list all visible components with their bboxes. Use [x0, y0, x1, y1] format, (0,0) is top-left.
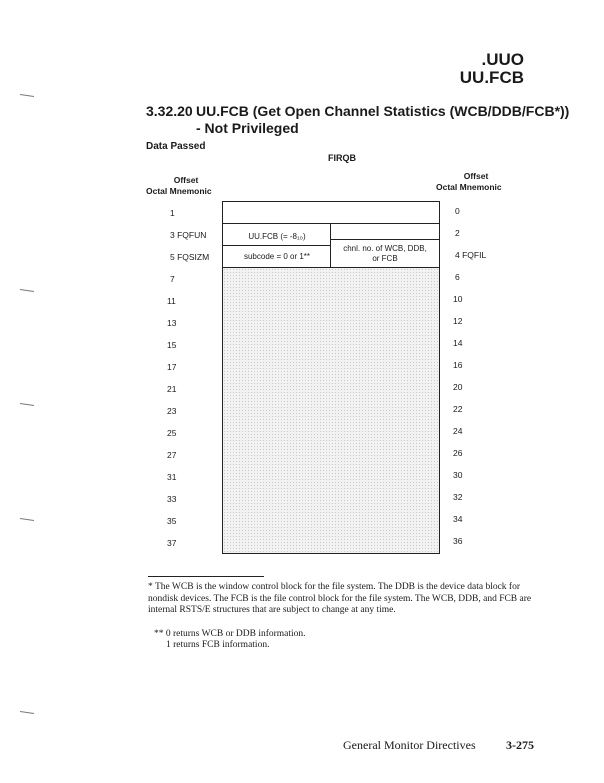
- margin-mark: [20, 518, 34, 521]
- left-row-label: 5 FQSIZM: [170, 252, 210, 262]
- right-row-label: 14: [453, 338, 463, 348]
- right-offset-header: [436, 171, 516, 193]
- section-title: [146, 103, 569, 137]
- footnote-star: * The WCB is the window control block for the file system. The DDB is the device data block for nondisk devices. The FCB is the file control block for the file system. The WCB, DDB, and FCB are internal RSTS/E structures that are subject to change at any time.: [148, 582, 532, 615]
- block-label: FIRQB: [328, 153, 356, 163]
- right-row-label: 0: [455, 206, 460, 216]
- section-title-line-1: UU.FCB (Get Open Channel Statistics (WCB/DDB/FCB*)): [196, 103, 570, 119]
- left-row-label: 1: [170, 208, 175, 218]
- row-divider: [223, 245, 330, 246]
- left-row-label: 25: [167, 428, 177, 438]
- left-row-label: 13: [167, 318, 177, 328]
- header-line-1: .UUO: [481, 50, 524, 69]
- fqfil-line-2: or FCB: [372, 254, 398, 263]
- fqfil-cell: [331, 244, 439, 264]
- data-passed-label: Data Passed: [146, 141, 206, 152]
- reserved-shaded-area: [223, 268, 439, 553]
- margin-mark: [20, 94, 34, 97]
- footer-chapter: General Monitor Directives: [343, 738, 476, 752]
- right-row-label: 26: [453, 448, 463, 458]
- right-row-label: 2: [455, 228, 460, 238]
- left-row-label: 11: [167, 296, 176, 306]
- page-number: 3-275: [506, 738, 534, 752]
- footnote-dbl-star-line-2: 1 returns FCB information.: [166, 640, 270, 650]
- right-row-label: 34: [453, 514, 463, 524]
- footnote-rule: [148, 576, 264, 577]
- left-row-label: 7: [170, 274, 175, 284]
- left-row-label: 21: [167, 384, 177, 394]
- right-header-line-2: Octal Mnemonic: [436, 182, 502, 192]
- right-row-label: 4 FQFIL: [455, 250, 487, 260]
- margin-mark: [20, 711, 34, 714]
- fqfun-cell: UU.FCB (= -8₁₀): [248, 232, 306, 241]
- left-header-line-2: Octal Mnemonic: [146, 186, 212, 196]
- firqb-table: [222, 201, 440, 554]
- margin-mark: [20, 289, 34, 292]
- section-number: 3.32.20: [146, 103, 193, 119]
- left-header-line-1: Offset: [173, 175, 199, 185]
- row-divider: [223, 223, 439, 224]
- row-divider: [330, 239, 439, 240]
- left-row-label: 27: [167, 450, 177, 460]
- fqfil-line-1: chnl. no. of WCB, DDB,: [343, 244, 427, 253]
- right-row-label: 36: [453, 536, 463, 546]
- right-row-label: 32: [453, 492, 463, 502]
- left-row-label: 17: [167, 362, 177, 372]
- right-row-label: 22: [453, 404, 463, 414]
- footnote-dbl-star-line-1: ** 0 returns WCB or DDB information.: [154, 629, 306, 639]
- left-row-label: 37: [167, 538, 177, 548]
- right-row-label: 24: [453, 426, 463, 436]
- left-offset-header: [146, 175, 226, 197]
- header-line-2: UU.FCB: [459, 68, 524, 87]
- left-row-label: 23: [167, 406, 177, 416]
- right-row-label: 6: [455, 272, 460, 282]
- left-row-label: 15: [167, 340, 177, 350]
- fqsizm-cell: subcode = 0 or 1**: [243, 252, 311, 261]
- right-row-label: 30: [453, 470, 463, 480]
- left-row-label: 35: [167, 516, 177, 526]
- right-row-label: 16: [453, 360, 463, 370]
- right-row-label: 12: [453, 316, 463, 326]
- left-row-label: 33: [167, 494, 177, 504]
- left-row-label: 31: [167, 472, 177, 482]
- margin-mark: [20, 403, 34, 406]
- right-row-label: 20: [453, 382, 463, 392]
- right-header-line-1: Offset: [463, 171, 489, 181]
- section-title-line-2: - Not Privileged: [196, 120, 299, 136]
- left-row-label: 3 FQFUN: [170, 230, 207, 240]
- right-row-label: 10: [453, 294, 463, 304]
